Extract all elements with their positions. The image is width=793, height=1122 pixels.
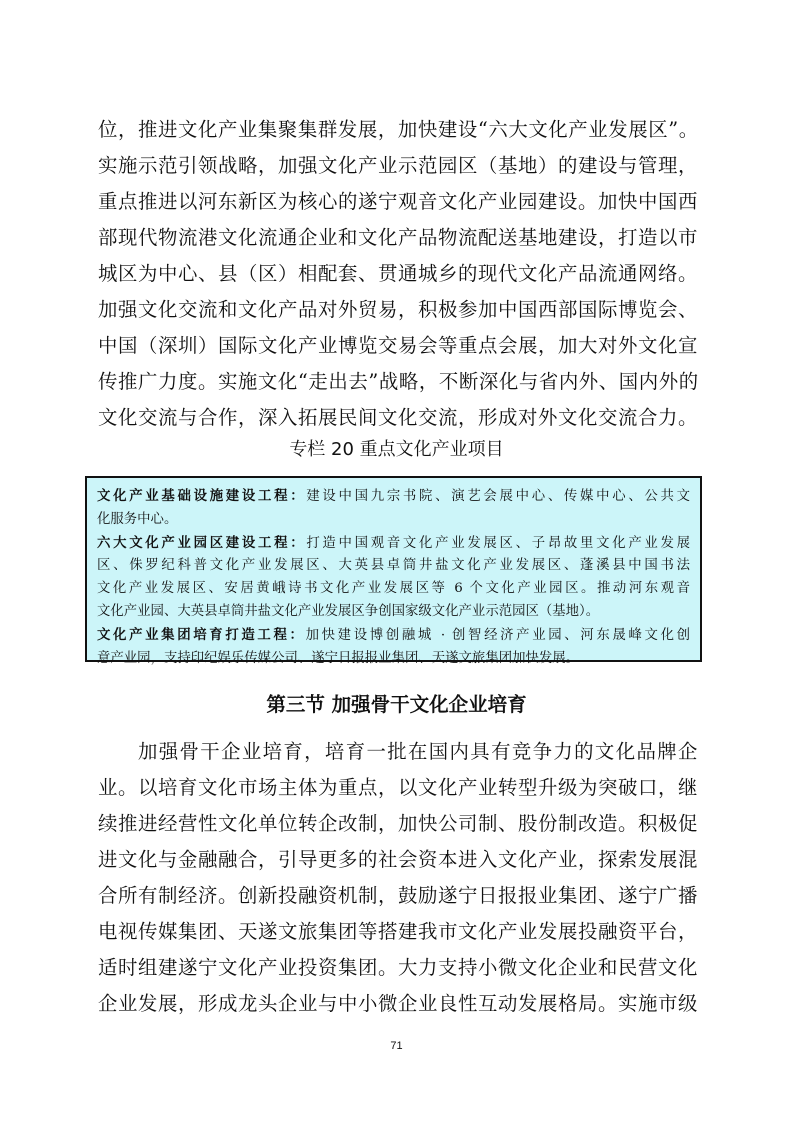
text-line: 部现代物流港文化流通企业和文化产品物流配送基地建设，打造以市: [98, 226, 698, 249]
text-line: 合所有制经济。创新投融资机制，鼓励遂宁日报报业集团、遂宁广播: [98, 884, 698, 907]
box-title: 专栏 20 重点文化产业项目: [289, 439, 504, 460]
text-line: 业。以培育文化市场主体为重点，以文化产业转型升级为突破口，继: [98, 776, 698, 799]
box-row-heading: 文化产业基础设施建设工程：: [97, 488, 307, 504]
box-row: [97, 648, 690, 671]
box-row: [97, 624, 690, 648]
box-row-text: 文化产业发展区、安居黄峨诗书文化产业发展区等 6 个文化产业园区。推动河东观音: [97, 581, 690, 597]
text-line: 电视传媒集团、天遂文旅集团等搭建我市文化产业发展投融资平台，: [98, 920, 698, 943]
box-row-heading: 六大文化产业园区建设工程：: [97, 534, 307, 551]
text-line: 实施示范引领战略，加强文化产业示范园区（基地）的建设与管理，: [98, 154, 698, 177]
text-line: 中国（深圳）国际文化产业博览交易会等重点会展，加大对外文化宣: [98, 334, 698, 357]
box-row-text: 建设中国九宗书院、演艺会展中心、传媒中心、公共文: [306, 489, 691, 504]
text-line: 续推进经营性文化单位转企改制，加快公司制、股份制改造。积极促: [98, 812, 698, 835]
section-title: 第三节 加强骨干文化企业培育: [266, 693, 527, 716]
text-line: 适时组建遂宁文化产业投资集团。大力支持小微文化企业和民营文化: [98, 956, 698, 979]
paragraph-backbone-enterprises: [98, 734, 698, 1022]
box-row-text: 区、侏罗纪科普文化产业发展区、大英县卓筒井盐文化产业发展区、蓬溪县中国书法: [97, 558, 690, 574]
box-row: [97, 485, 690, 509]
text-line: 企业发展，形成龙头企业与中小微企业良性互动发展格局。实施市级: [98, 992, 698, 1015]
page-number: 71: [390, 1040, 403, 1052]
box-row-text: 加快建设博创融城 · 创智经济产业园、河东晟峰文化创: [305, 627, 690, 643]
text-line: 重点推进以河东新区为核心的遂宁观音文化产业园建设。加快中国西: [98, 190, 698, 213]
text-line: 城区为中心、县（区）相配套、贯通城乡的现代文化产品流通网络。: [98, 262, 698, 285]
box-row-text: 打造中国观音文化产业发展区、子昂故里文化产业发展: [306, 535, 691, 551]
text-line: 传推广力度。实施文化“走出去”战略，不断深化与省内外、国内外的: [98, 370, 699, 393]
box-row-text: 化服务中心。: [97, 511, 178, 527]
box-row-text: 意产业园，支持印纪娱乐传媒公司、遂宁日报报业集团、天遂文旅集团加快发展。: [97, 650, 580, 666]
box-row: [97, 578, 690, 601]
text-line: 位，推进文化产业集聚集群发展，加快建设“六大文化产业发展区”。: [98, 118, 699, 141]
text-line: 加强骨干企业培育，培育一批在国内具有竞争力的文化品牌企: [138, 740, 698, 763]
text-line: 加强文化交流和文化产品对外贸易，积极参加中国西部国际博览会、: [98, 298, 698, 321]
box-row: [97, 532, 690, 556]
box-row: [97, 555, 690, 578]
box-row: [97, 601, 690, 624]
text-line: 进文化与金融融合，引导更多的社会资本进入文化产业，探索发展混: [98, 848, 698, 871]
key-projects-box: [85, 476, 702, 666]
text-line: 文化交流与合作，深入拓展民间文化交流，形成对外文化交流合力。: [98, 406, 698, 429]
box-row-text: 文化产业园、大英县卓筒井盐文化产业发展区争创国家级文化产业示范园区（基地）。: [97, 603, 600, 619]
paragraph-culture-industry: [98, 112, 698, 436]
box-row: [97, 509, 690, 532]
box-row-heading: 文化产业集团培育打造工程：: [97, 626, 306, 643]
